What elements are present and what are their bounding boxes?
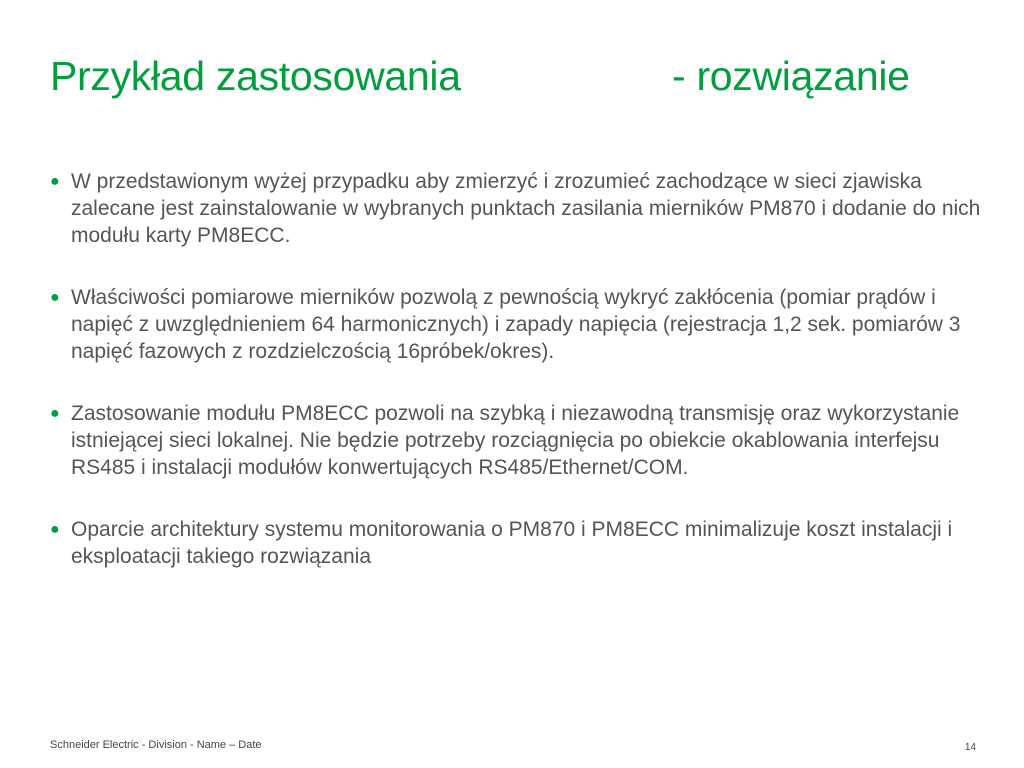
bullet-dot-icon: ● (50, 521, 60, 538)
bullet-dot-icon: ● (50, 289, 60, 306)
bullet-item (50, 400, 985, 481)
bullet-text: Właściwości pomiarowe mierników pozwolą z pewnością wykryć zakłócenia (pomiar prądów i napięć z uwzględnieniem 64 harmonicznych) i zapady napięcia (rejestracja 1,2 sek. pomiarów 3 napięć fazowych z rozdzielczością 16próbek/okres). (71, 286, 961, 363)
bullet-item (50, 284, 985, 365)
title-main: Przykład zastosowania (50, 53, 461, 99)
page-number: 14 (964, 742, 976, 753)
bullet-dot-icon: ● (50, 405, 60, 422)
footer-text: Schneider Electric - Division - Name – Date (50, 739, 262, 751)
bullet-text: Oparcie architektury systemu monitorowania o PM870 i PM8ECC minimalizuje koszt instalacji i eksploatacji takiego rozwiązania (71, 518, 953, 568)
title-suffix: - rozwiązanie (672, 53, 910, 99)
slide-title (50, 50, 990, 106)
bullet-text: Zastosowanie modułu PM8ECC pozwoli na szybką i niezawodną transmisję oraz wykorzystanie istniejącej sieci lokalnej. Nie będzie potrzeby rozciągnięcia po obiekcie okablowania interfejsu RS485 i instalacji modułów konwertujących RS485/Ethernet/COM. (71, 402, 960, 479)
bullet-dot-icon: ● (50, 173, 60, 190)
bullet-item (50, 168, 985, 249)
bullet-text: W przedstawionym wyżej przypadku aby zmierzyć i zrozumieć zachodzące w sieci zjawiska zalecane jest zainstalowanie w wybranych punktach zasilania mierników PM870 i dodanie do nich modułu karty PM8ECC. (71, 170, 981, 247)
bullet-list (50, 168, 985, 605)
bullet-item (50, 516, 985, 570)
